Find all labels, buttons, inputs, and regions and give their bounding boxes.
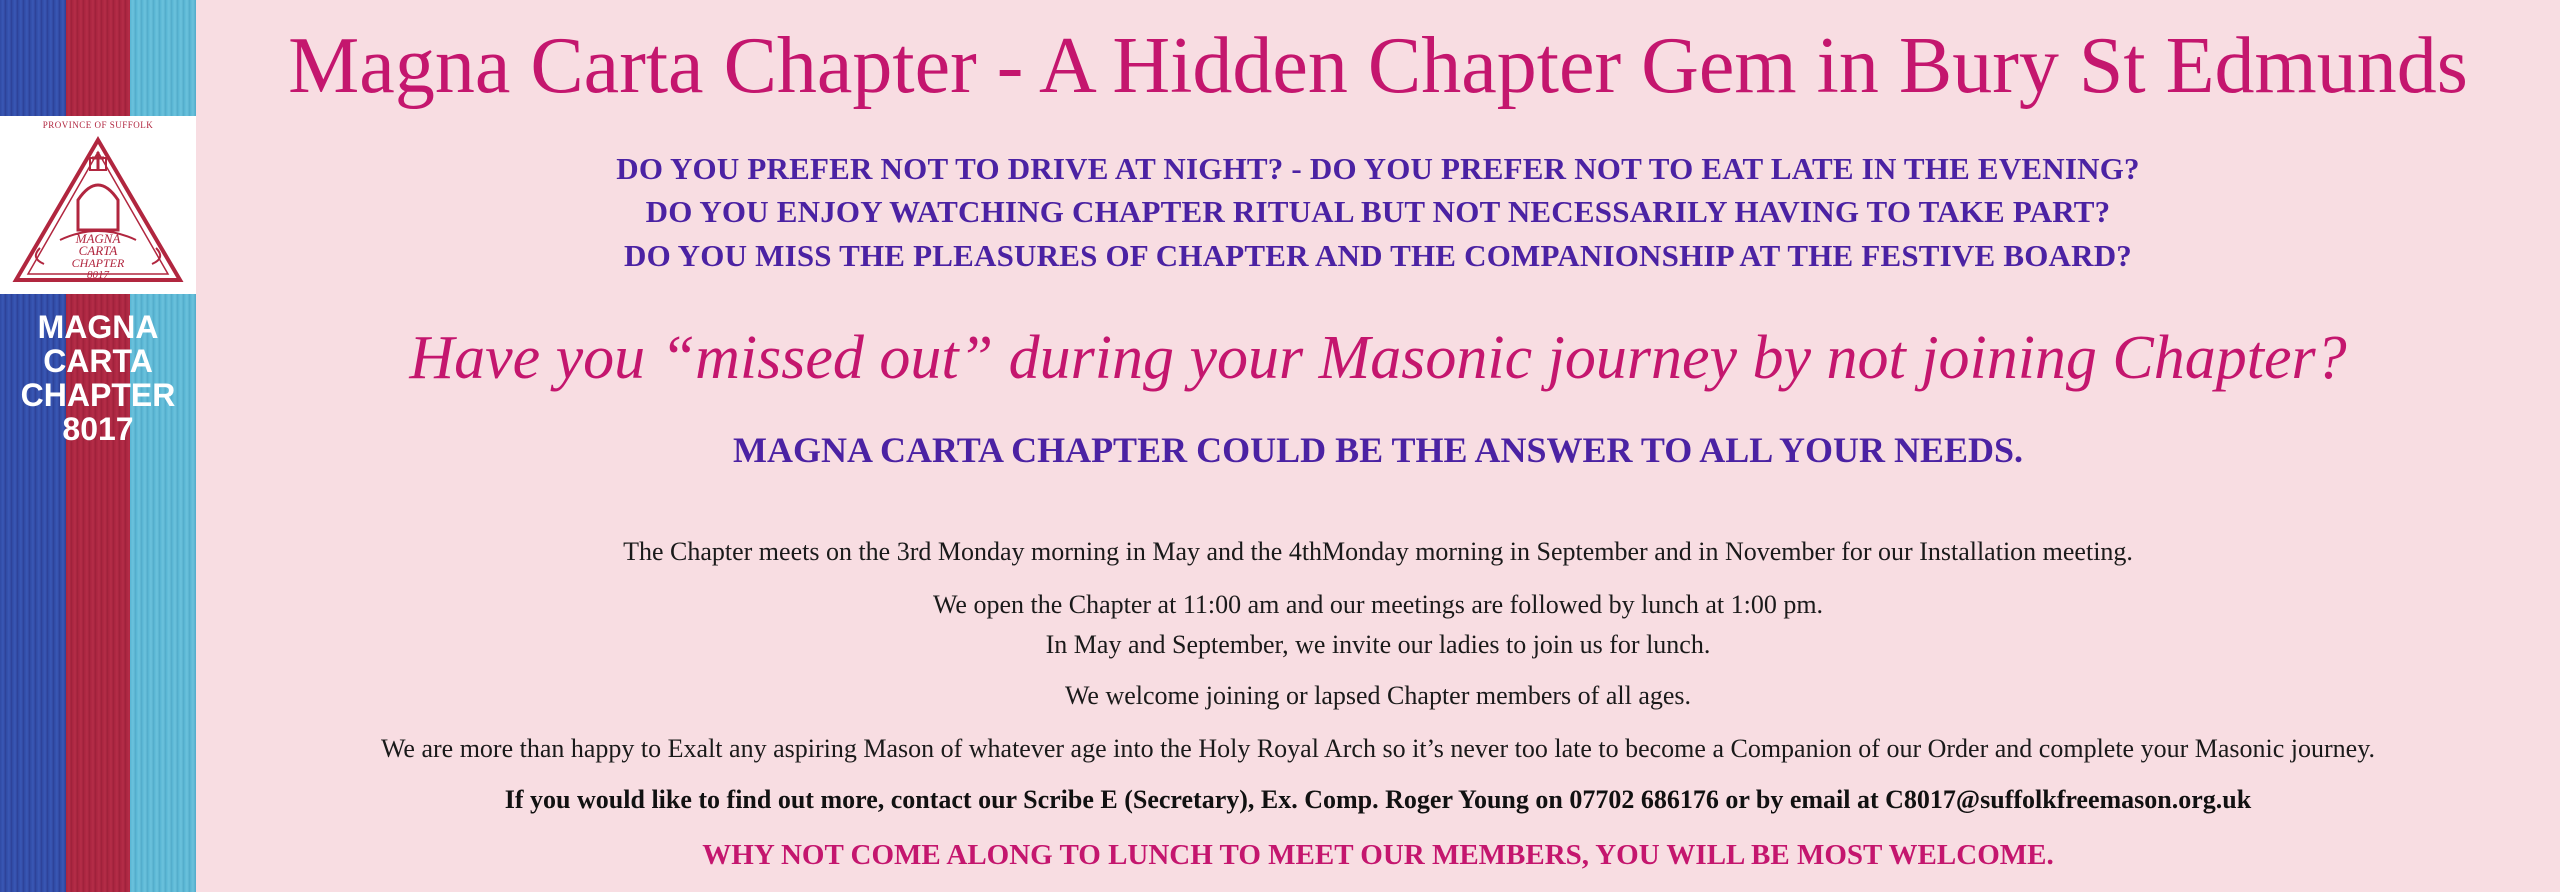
page-title: Magna Carta Chapter - A Hidden Chapter Gem in Bury St Edmunds: [288, 22, 2468, 110]
chapter-logo: [0, 116, 196, 294]
flyer-content: [196, 0, 2560, 892]
answer-statement: MAGNA CARTA CHAPTER COULD BE THE ANSWER TO ALL YOUR NEEDS.: [733, 430, 2023, 470]
tagline: Have you “missed out” during your Masonic journey by not joining Chapter?: [409, 324, 2347, 392]
banner-title-line-3: CHAPTER: [20, 377, 176, 413]
emblem-line-1: MAGNA: [75, 231, 121, 246]
banner-title-line-4: 8017: [62, 411, 134, 447]
emblem-line-2: CARTA: [78, 243, 118, 258]
banner-title-line-2: CARTA: [43, 343, 153, 379]
exaltation-note: We are more than happy to Exalt any aspiring Mason of whatever age into the Holy Royal Arch so it’s never too late to become a Companion of our Order and complete your Masonic journey.: [380, 734, 2376, 763]
emblem-line-3: CHAPTER: [71, 256, 125, 270]
meeting-schedule: The Chapter meets on the 3rd Monday morning in May and the 4thMonday morning in September and in November for our Installation meeting.: [623, 537, 2133, 566]
question-1: DO YOU PREFER NOT TO DRIVE AT NIGHT? - DO YOU PREFER NOT TO EAT LATE IN THE EVENING?: [616, 151, 2140, 186]
ladies-lunch: In May and September, we invite our ladies to join us for lunch.: [1045, 630, 1711, 659]
banner-title-line-1: MAGNA: [37, 309, 159, 345]
contact-info: If you would like to find out more, contact our Scribe E (Secretary), Ex. Comp. Roger Young on 07702 686176 or by email at C8017@suffolkfreemason.org.uk: [504, 785, 2252, 814]
logo-province-label: PROVINCE OF SUFFOLK: [42, 120, 154, 130]
welcome-members: We welcome joining or lapsed Chapter members of all ages.: [1064, 681, 1692, 710]
question-3: DO YOU MISS THE PLEASURES OF CHAPTER AND THE COMPANIONSHIP AT THE FESTIVE BOARD?: [623, 238, 2132, 273]
closing-invitation: WHY NOT COME ALONG TO LUNCH TO MEET OUR MEMBERS, YOU WILL BE MOST WELCOME.: [702, 839, 2054, 871]
emblem-line-4: 8017: [87, 269, 109, 281]
meeting-times: We open the Chapter at 11:00 am and our meetings are followed by lunch at 1:00 pm.: [932, 590, 1824, 619]
question-2: DO YOU ENJOY WATCHING CHAPTER RITUAL BUT NOT NECESSARILY HAVING TO TAKE PART?: [645, 194, 2111, 229]
triangle-mitre-seal-icon: [0, 130, 196, 294]
